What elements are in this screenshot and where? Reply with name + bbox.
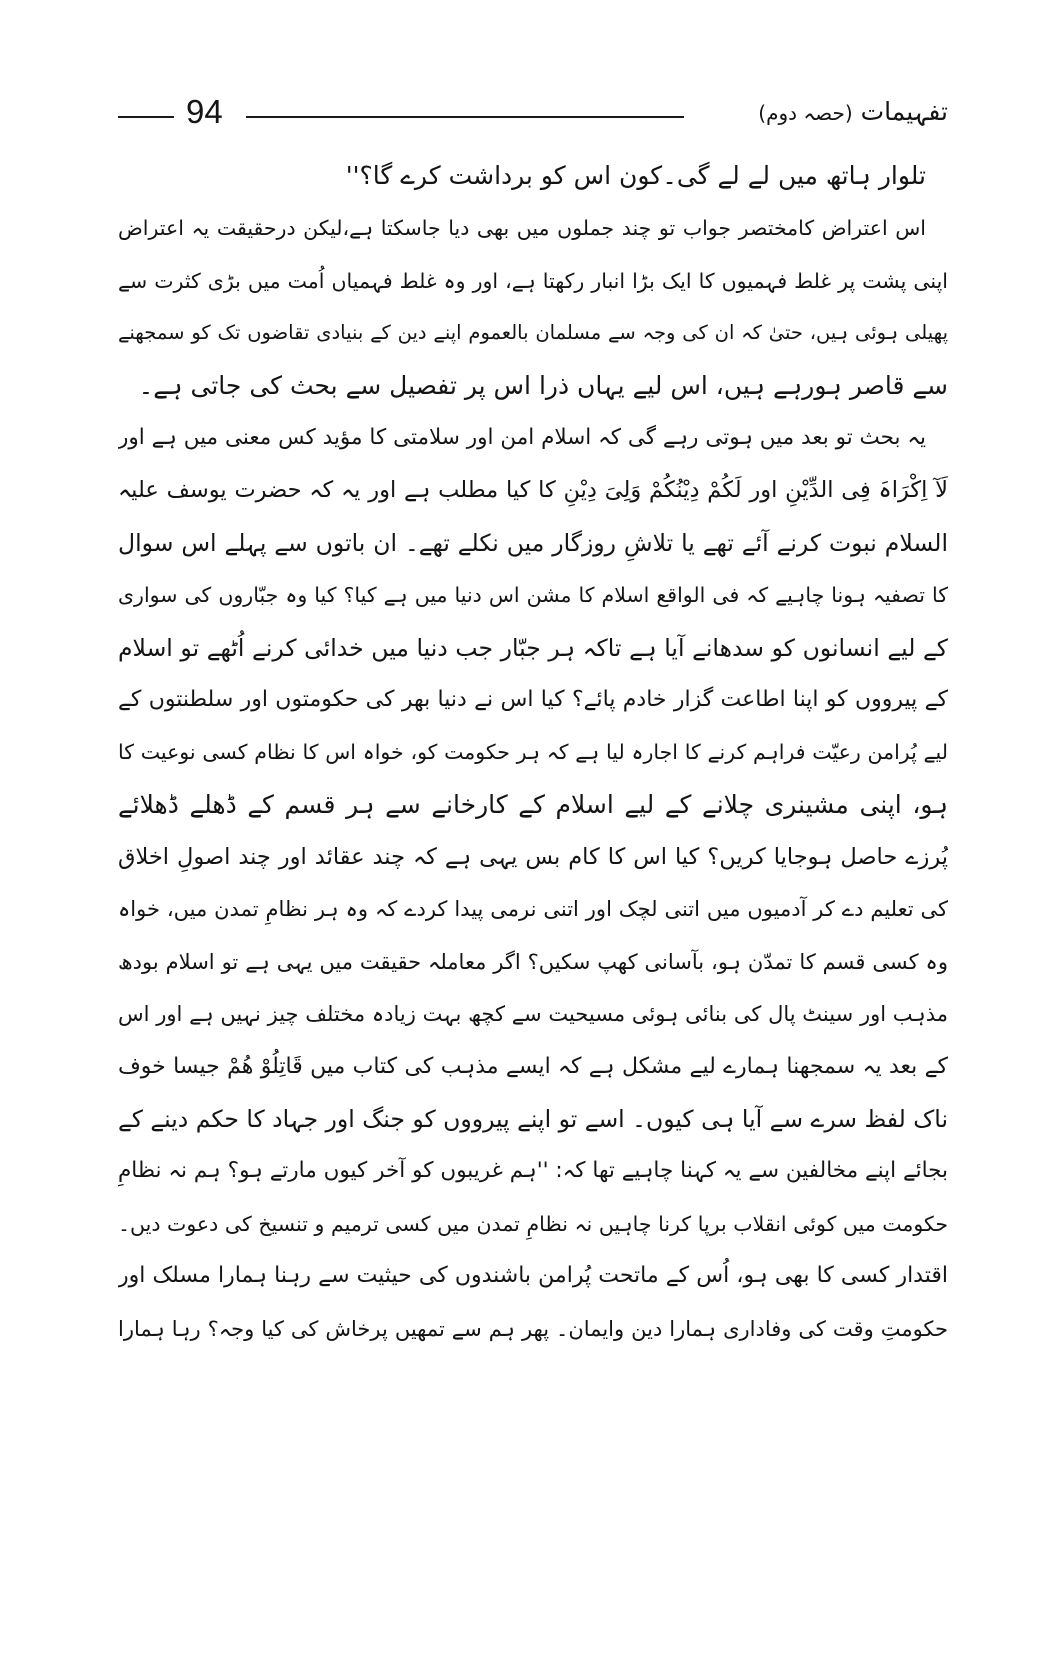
page-header: [118, 92, 948, 136]
text-line: لیے پُرامن رعیّت فراہم کرنے کا اجارہ لیا ہے کہ ہر حکومت کو، خواہ اس کا نظام کسی نوعیت کا: [118, 740, 948, 765]
text-line: کا تصفیہ ہونا چاہیے کہ فی الواقع اسلام کا مشن اس دنیا میں ہے کیا؟ کیا وہ جبّاروں کی سواری: [118, 583, 948, 608]
text-line: حکومتِ وقت کی وفاداری ہمارا دین وایمان۔ پھر ہم سے تمھیں پرخاش کی کیا وجہ؟ رہا ہمارا: [118, 1316, 948, 1341]
text-line: وہ کسی قسم کا تمدّن ہو، بآسانی کھپ سکیں؟ اگر معاملہ حقیقت میں یہی ہے تو اسلام بودھ: [118, 949, 948, 974]
text-line: کے لیے انسانوں کو سدھانے آیا ہے تاکہ ہر جبّار جب دنیا میں خدائی کرنے اُٹھے تو اسلام: [118, 633, 948, 662]
page-number: 94: [186, 93, 223, 130]
text-line: تلوار ہاتھ میں لے لے گی۔کون اس کو برداشت کرے گا؟'': [345, 161, 926, 190]
text-line: حکومت میں کوئی انقلاب برپا کرنا چاہیں نہ نظامِ تمدن میں کسی ترمیم و تنسیخ کی دعوت دیں۔: [118, 1211, 948, 1236]
book-part: (حصہ دوم): [758, 101, 853, 125]
book-title: تفہیمات: [860, 97, 948, 126]
text-line: السلام نبوت کرنے آئے تھے یا تلاشِ روزگار میں نکلے تھے۔ ان باتوں سے پہلے اس سوال: [118, 528, 948, 557]
text-line: سے قاصر ہورہے ہیں، اس لیے یہاں ذرا اس پر تفصیل سے بحث کی جاتی ہے۔: [138, 370, 948, 400]
text-line: ناک لفظ سرے سے آیا ہی کیوں۔ اسے تو اپنے پیرووں کو جنگ اور جہاد کا حکم دینے کے: [118, 1105, 948, 1134]
text-line: اس اعتراض کامختصر جواب تو چند جملوں میں بھی دیا جاسکتا ہے،لیکن درحقیقت یہ اعتراض: [118, 216, 926, 241]
text-line: یہ بحث تو بعد میں ہوتی رہے گی کہ اسلام امن اور سلامتی کا مؤید کس معنی میں ہے اور: [118, 424, 926, 450]
header-rule-right: [246, 116, 684, 118]
text-line: اقتدار کسی کا بھی ہو، اُس کے ماتحت پُرامن باشندوں کی حیثیت سے رہنا ہمارا مسلک اور: [118, 1263, 948, 1289]
text-line: کے بعد یہ سمجھنا ہمارے لیے مشکل ہے کہ ایسے مذہب کی کتاب میں قَاتِلُوْ ھُمْ جیسا خوف: [118, 1053, 948, 1079]
text-line: لَآ اِکْرَاہَ فِی الدِّیْنِ اور لَکُمْ دِیْنُکُمْ وَلِیَ دِیْنِ کا کیا مطلب ہے اور یہ کہ حضرت یوسف علیہ: [118, 477, 948, 504]
header-rule-left: [118, 116, 174, 118]
text-line: بجائے اپنے مخالفین سے یہ کہنا چاہیے تھا کہ: ''ہم غریبوں کو آخر کیوں مارتے ہو؟ ہم نہ نظامِ: [118, 1158, 948, 1184]
text-line: کے پیرووں کو اپنا اطاعت گزار خادم پائے؟ کیا اس نے دنیا بھر کی حکومتوں اور سلطنتوں کے: [118, 686, 948, 712]
text-line: کی تعلیم دے کر آدمیوں میں اتنی لچک اور اتنی نرمی پیدا کردے کہ وہ ہر نظامِ تمدن میں، خواہ: [118, 897, 948, 922]
text-line: پُرزے حاصل ہوجایا کریں؟ کیا اس کا کام بس یہی ہے کہ چند عقائد اور چند اصولِ اخلاق: [118, 844, 948, 871]
text-line: اپنی پشت پر غلط فہمیوں کا ایک بڑا انبار رکھتا ہے، اور وہ غلط فہمیاں اُمت میں بڑی کثرت سے: [118, 268, 948, 293]
text-line: ہو، اپنی مشینری چلانے کے لیے اسلام کے کارخانے سے ہر قسم کے ڈھلے ڈھلائے: [118, 789, 948, 819]
text-line: پھیلی ہوئی ہیں، حتیٰ کہ ان کی وجہ سے مسلمان بالعموم اپنے دین کے بنیادی تقاضوں تک کو سمجھنے: [118, 321, 948, 345]
body-text: [118, 150, 948, 1355]
running-title: [758, 94, 948, 131]
text-line: مذہب اور سینٹ پال کی بنائی ہوئی مسیحیت سے کچھ بہت زیادہ مختلف چیز نہیں ہے اور اس: [118, 1002, 948, 1027]
